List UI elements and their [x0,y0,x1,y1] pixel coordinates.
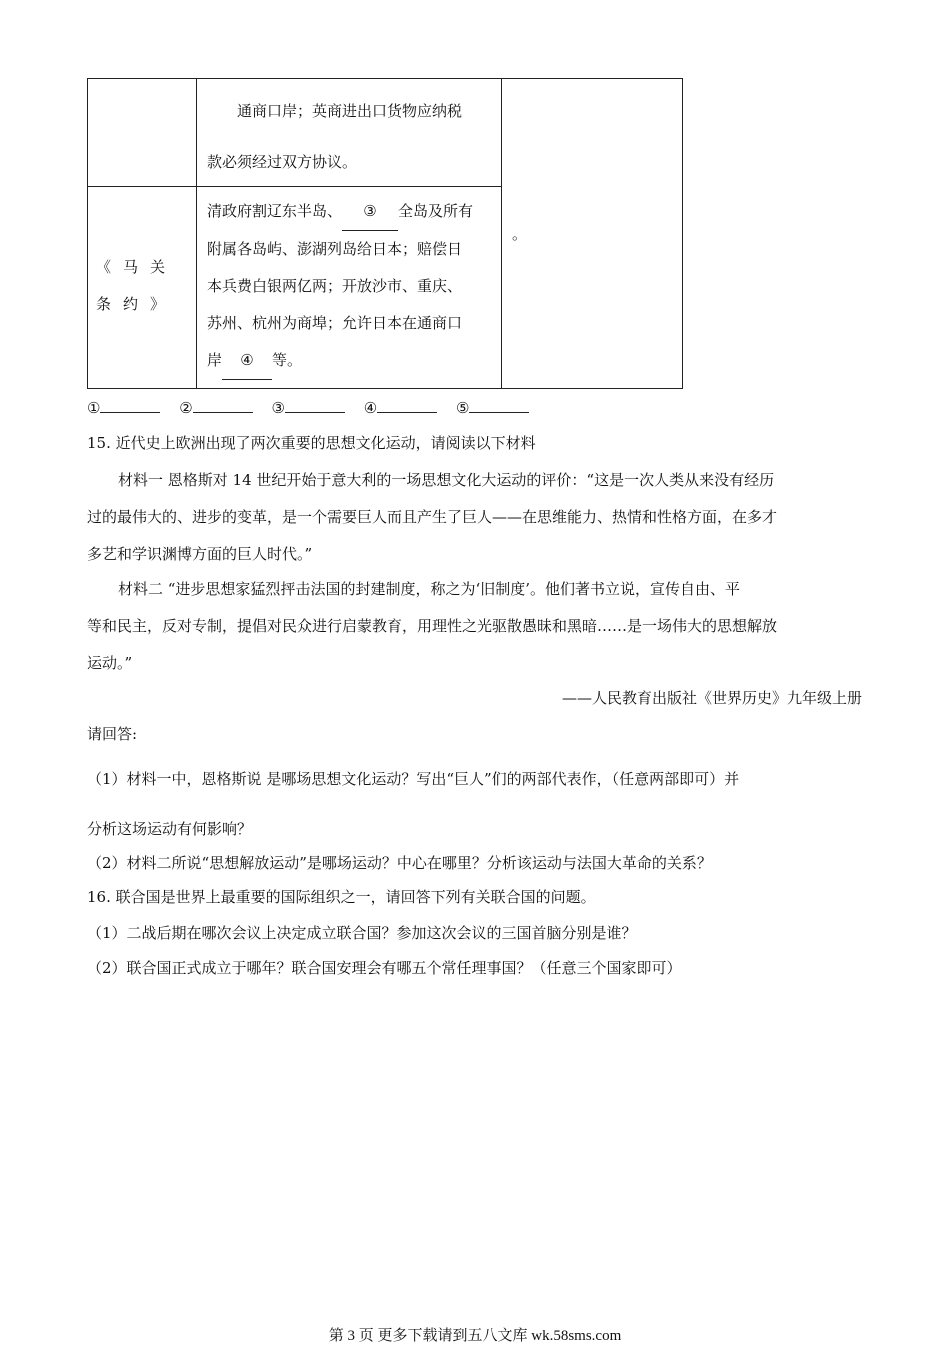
answer-label-2: ② [179,399,193,417]
content-line: 通商口岸；英商进出口货物应纳税 [237,102,463,120]
content-line: 附属各岛屿、澎湖列岛给日本；赔偿日 [207,240,463,258]
treaty-name: 《马关条约》 [96,258,178,313]
treaty-table [87,78,683,389]
treaty-impact-cell [502,79,683,389]
treaty-content-cell [197,79,502,187]
q15-prompt: 请回答: [87,725,138,743]
content-line: 款必须经过双方协议。 [207,153,358,171]
q15-title: 15. 近代史上欧洲出现了两次重要的思想文化运动，请阅读以下材料 [87,434,536,452]
q16-subquestion-1: （1）二战后期在哪次会议上决定成立联合国？参加这次会议的三国首脑分别是谁？ [87,924,637,942]
q15-material-2-line: 运动。” [87,654,133,672]
q15-material-1-line: 材料一 恩格斯对 14 世纪开始于意大利的一场思想文化大运动的评价：“这是一次人类从来没有经历 [118,471,775,489]
page-footer: 第 3 页 更多下载请到五八文库 wk.58sms.com [328,1328,622,1344]
content-text: 清政府割辽东半岛、 [207,202,343,220]
fill-blank-4[interactable]: ④ [222,342,272,380]
answer-label-1: ① [87,399,101,417]
answer-blanks [87,398,529,417]
q15-subquestion-2: （2）材料二所说“思想解放运动”是哪场运动？中心在哪里？分析该运动与法国大革命的关系？ [87,854,712,872]
answer-label-4: ④ [363,399,378,417]
q15-material-2-line: 材料二 “进步思想家猛烈抨击法国的封建制度，称之为‘旧制度’。他们著书立说，宣传自由、平 [118,580,740,598]
answer-blank-2[interactable] [193,398,253,413]
q15-subquestion-1-cont: 分析这场运动有何影响？ [87,820,253,838]
treaty-name-cell-empty [88,79,197,187]
answer-label-3: ③ [271,399,285,417]
fill-blank-3[interactable]: ③ [342,193,398,231]
content-line [207,342,493,380]
content-line [207,193,493,231]
answer-blank-3[interactable] [285,398,345,413]
answer-blank-1[interactable] [100,398,160,413]
q16-subquestion-2: （2）联合国正式成立于哪年？联合国安理会有哪五个常任理事国？（任意三个国家即可） [87,959,682,977]
treaty-content-cell [197,187,502,389]
impact-mark: 。 [512,225,528,243]
content-text: 岸 [207,351,223,369]
answer-blank-5[interactable] [469,398,529,413]
answer-blank-4[interactable] [377,398,437,413]
q15-material-1-line: 过的最伟大的、进步的变革，是一个需要巨人而且产生了巨人——在思维能力、热情和性格方面，在多才 [87,508,778,526]
treaty-name-cell [88,187,197,389]
content-text: 全岛及所有 [398,202,474,220]
answer-label-5: ⑤ [455,399,470,417]
content-line: 本兵费白银两亿两；开放沙市、重庆、 [207,277,463,295]
content-text: 等。 [272,351,303,369]
q16-title: 16. 联合国是世界上最重要的国际组织之一，请回答下列有关联合国的问题。 [87,888,596,906]
q15-material-2-line: 等和民主，反对专制，提倡对民众进行启蒙教育，用理性之光驱散愚昧和黑暗……是一场伟大的思想解放 [87,617,778,635]
content-line: 苏州、杭州为商埠；允许日本在通商口 [207,314,463,332]
q15-material-1-line: 多艺和学识渊博方面的巨人时代。” [87,545,313,563]
q15-source: ——人民教育出版社《世界历史》九年级上册 [561,689,862,707]
q15-subquestion-1: （1）材料一中，恩格斯说 是哪场思想文化运动？写出“巨人”们的两部代表作，（任意两部即可）并 [87,770,740,788]
treaty-row-1 [88,79,683,187]
